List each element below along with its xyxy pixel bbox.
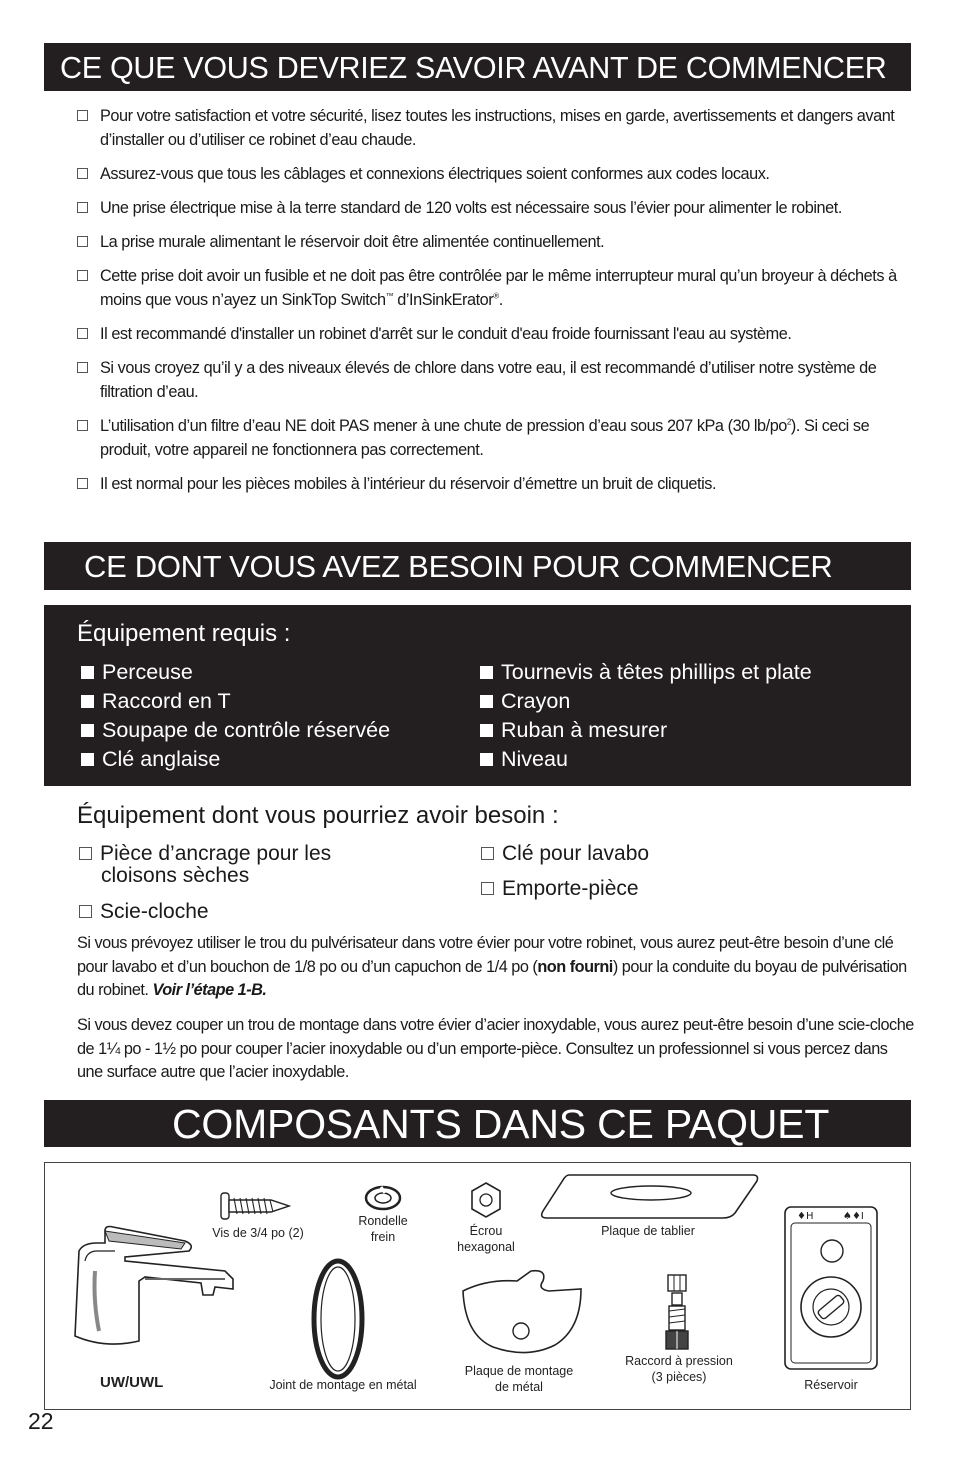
- section-title-components: COMPOSANTS DANS CE PAQUET: [44, 1100, 911, 1147]
- compression-fitting-icon: [659, 1273, 695, 1359]
- mounting-hole-paragraph: Si vous devez couper un trou de montage dans votre évier d’acier inoxydable, vous aurez peut-être besoin d’une scie-cloche de 1¼ po - 1½ po pour couper l’acier inoxydable ou d’un emporte-pièce. Consultez un professionnel si vous percez dans une surface autre que l’acier inoxydable.: [77, 1016, 914, 1081]
- bullet-square-icon: [480, 753, 493, 766]
- components-panel: [44, 1162, 911, 1410]
- mounting-plate-label: Plaque de montage de métal: [464, 1364, 574, 1394]
- checkbox-icon: [77, 236, 88, 247]
- list-item: La prise murale alimentant le réservoir doit être alimentée continuellement.: [77, 230, 913, 254]
- svg-text:♦H: ♦H: [797, 1211, 814, 1222]
- section-title-before-start: CE QUE VOUS DEVRIEZ SAVOIR AVANT DE COMMENCER: [44, 43, 911, 91]
- optional-item-hole-saw: Scie-cloche: [79, 901, 209, 923]
- optional-item-wrench: Clé pour lavabo: [481, 843, 649, 865]
- list-item: Ruban à mesurer: [480, 716, 812, 745]
- svg-text:♠♦I: ♠♦I: [843, 1211, 864, 1222]
- checkbox-icon: [79, 905, 92, 918]
- checkbox-icon: [77, 110, 88, 121]
- escutcheon-plate-icon: [539, 1171, 761, 1221]
- checkbox-icon: [481, 882, 494, 895]
- list-item: Pour votre satisfaction et votre sécurité, lisez toutes les instructions, mises en garde, avertissements et dangers avant d’installer ou d’utiliser ce robinet d’eau chaude.: [77, 104, 913, 152]
- mounting-plate-icon: [457, 1269, 587, 1359]
- list-item: Assurez-vous que tous les câblages et connexions électriques soient conformes aux codes locaux.: [77, 162, 913, 186]
- bullet-square-icon: [81, 695, 94, 708]
- required-list-left: [81, 658, 390, 774]
- list-item: L’utilisation d’un filtre d’eau NE doit PAS mener à une chute de pression d’eau sous 207 kPa (30 $lb/po^2$). Si ceci se produit, votre appareil ne fonctionnera pas correctement.: [77, 414, 913, 462]
- checkbox-icon: [77, 420, 88, 431]
- plate-label: Plaque de tablier: [601, 1224, 695, 1238]
- step-reference-link: Voir l’étape 1-B.: [152, 981, 267, 999]
- list-item: Soupape de contrôle réservée: [81, 716, 390, 745]
- checkbox-icon: [77, 328, 88, 339]
- lock-washer-label: Rondelle frein: [358, 1214, 408, 1244]
- checkbox-icon: [77, 270, 88, 281]
- screws-label: Vis de 3/4 po (2): [212, 1226, 304, 1240]
- list-item: Une prise électrique mise à la terre standard de 120 volts est nécessaire sous l’évier pour alimenter le robinet.: [77, 196, 913, 220]
- hex-nut-label: Écrou hexagonal: [457, 1224, 515, 1254]
- tank-label: Réservoir: [804, 1378, 858, 1392]
- list-item: Clé anglaise: [81, 745, 390, 774]
- bullet-square-icon: [480, 666, 493, 679]
- bullet-square-icon: [480, 695, 493, 708]
- faucet-illustration: [65, 1221, 245, 1361]
- bullet-square-icon: [81, 724, 94, 737]
- screw-icon: [219, 1191, 291, 1223]
- hex-nut-icon: [469, 1181, 503, 1219]
- gasket-label: Joint de montage en métal: [269, 1378, 417, 1392]
- list-item: Si vous croyez qu’il y a des niveaux élevés de chlore dans votre eau, il est recommandé d’utiliser notre système de filtration d’eau.: [77, 356, 913, 404]
- optional-item-anchor: Pièce d’ancrage pour les cloisons sèches: [79, 843, 331, 887]
- section-title-what-you-need: CE DONT VOUS AVEZ BESOIN POUR COMMENCER: [44, 542, 911, 590]
- optional-equipment-title: Équipement dont vous pourriez avoir besoin :: [77, 802, 559, 829]
- checkbox-icon: [77, 362, 88, 373]
- checkbox-icon: [481, 847, 494, 860]
- list-item: Raccord en T: [81, 687, 390, 716]
- list-item: Crayon: [480, 687, 812, 716]
- required-list-right: [480, 658, 812, 774]
- page-number: 22: [28, 1408, 54, 1434]
- list-item: Perceuse: [81, 658, 390, 687]
- checkbox-icon: [77, 202, 88, 213]
- before-start-checklist: [77, 104, 913, 506]
- checkbox-icon: [77, 478, 88, 489]
- list-item: Il est recommandé d'installer un robinet d'arrêt sur le conduit d'eau froide fournissant l'eau au système.: [77, 322, 913, 346]
- list-item: Tournevis à têtes phillips et plate: [480, 658, 812, 687]
- bullet-square-icon: [81, 666, 94, 679]
- list-item: Il est normal pour les pièces mobiles à l’intérieur du réservoir d’émettre un bruit de cliquetis.: [77, 472, 913, 496]
- tank-illustration: [781, 1203, 881, 1373]
- spray-hole-paragraph: Si vous prévoyez utiliser le trou du pulvérisateur dans votre évier pour votre robinet, vous aurez peut-être besoin d’une clé pour lavabo et d’un bouchon de 1/8 po ou d’un capuchon de 1/4 po (non fourni) pour la conduite du boyau de pulvérisation du robinet. Voir l’étape 1-B.: [77, 934, 907, 999]
- list-item: Niveau: [480, 745, 812, 774]
- lock-washer-icon: [363, 1183, 403, 1213]
- required-equipment-title: Équipement requis :: [77, 620, 291, 647]
- bullet-square-icon: [81, 753, 94, 766]
- fitting-label: Raccord à pression (3 pièces): [625, 1354, 733, 1384]
- list-item: Cette prise doit avoir un fusible et ne doit pas être contrôlée par le même interrupteur mural qu’un broyeur à déchets à moins que vous n’ayez un SinkTop Switch™ d’InSinkErator®.: [77, 264, 913, 312]
- checkbox-icon: [79, 847, 92, 860]
- required-equipment-panel: [44, 605, 911, 786]
- bullet-square-icon: [480, 724, 493, 737]
- faucet-label: UW/UWL: [100, 1374, 164, 1391]
- optional-item-punch: Emporte-pièce: [481, 878, 639, 900]
- checkbox-icon: [77, 168, 88, 179]
- gasket-icon: [303, 1255, 373, 1383]
